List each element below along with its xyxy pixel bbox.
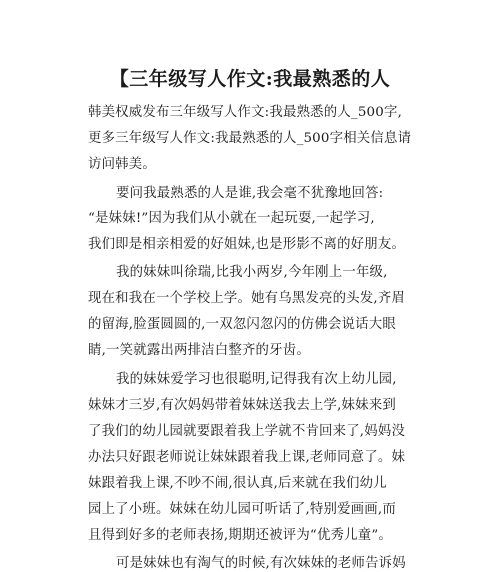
paragraph-line: 睛,一笑就露出两排洁白整齐的牙齿。 [88, 343, 310, 358]
paragraph-line: 要问我最熟悉的人是谁,我会毫不犹豫地回答: [116, 186, 384, 201]
paragraph-line: 韩美权威发布三年级写人作文:我最熟悉的人_500字, [88, 105, 403, 120]
paragraph-line: 更多三年级写人作文:我最熟悉的人_500字相关信息请 [88, 131, 412, 146]
paragraph-line: 访问韩美。 [88, 157, 156, 172]
paragraph-line: 园上了小班。妹妹在幼儿园可听话了,特别爱画画,而 [88, 502, 396, 517]
paragraph-line: 我们即是相亲相爱的好姐妹,也是形影不离的好朋友。 [88, 237, 406, 252]
paragraph-line: “是妹妹!”因为我们从小就在一起玩耍,一起学习, [88, 211, 375, 226]
paragraph-line: 现在和我在一个学校上学。她有乌黑发亮的头发,齐眉 [88, 291, 406, 306]
paragraph-line: 我的妹妹叫徐瑞,比我小两岁,今年刚上一年级, [116, 265, 388, 280]
paragraph-line: 我的妹妹爱学习也很聪明,记得我有次上幼儿园, [116, 372, 397, 387]
paragraph-line: 办法只好跟老师说让妹妹跟着我上课,老师同意了。妹 [88, 450, 406, 465]
paragraph-line: 妹妹才三岁,有次妈妈带着妹妹送我去上学,妹妹来到 [88, 398, 396, 413]
paragraph-line: 且得到好多的老师表扬,期期还被评为“优秀儿童”。 [88, 528, 392, 543]
paragraph-line: 的留海,脸蛋圆圆的,一双忽闪忽闪的仿佛会说话大眼 [88, 317, 396, 332]
document-title: 【三年级写人作文:我最熟悉的人 [109, 68, 391, 90]
paragraph-line: 妹跟着我上课,不吵不闹,很认真,后来就在我们幼儿 [88, 476, 387, 491]
paragraph-line: 可是妹妹也有淘气的时候,有次妹妹的老师告诉妈 [116, 556, 406, 571]
paragraph-line: 了我们的幼儿园就要跟着我上学就不肯回来了,妈妈没 [88, 424, 406, 439]
